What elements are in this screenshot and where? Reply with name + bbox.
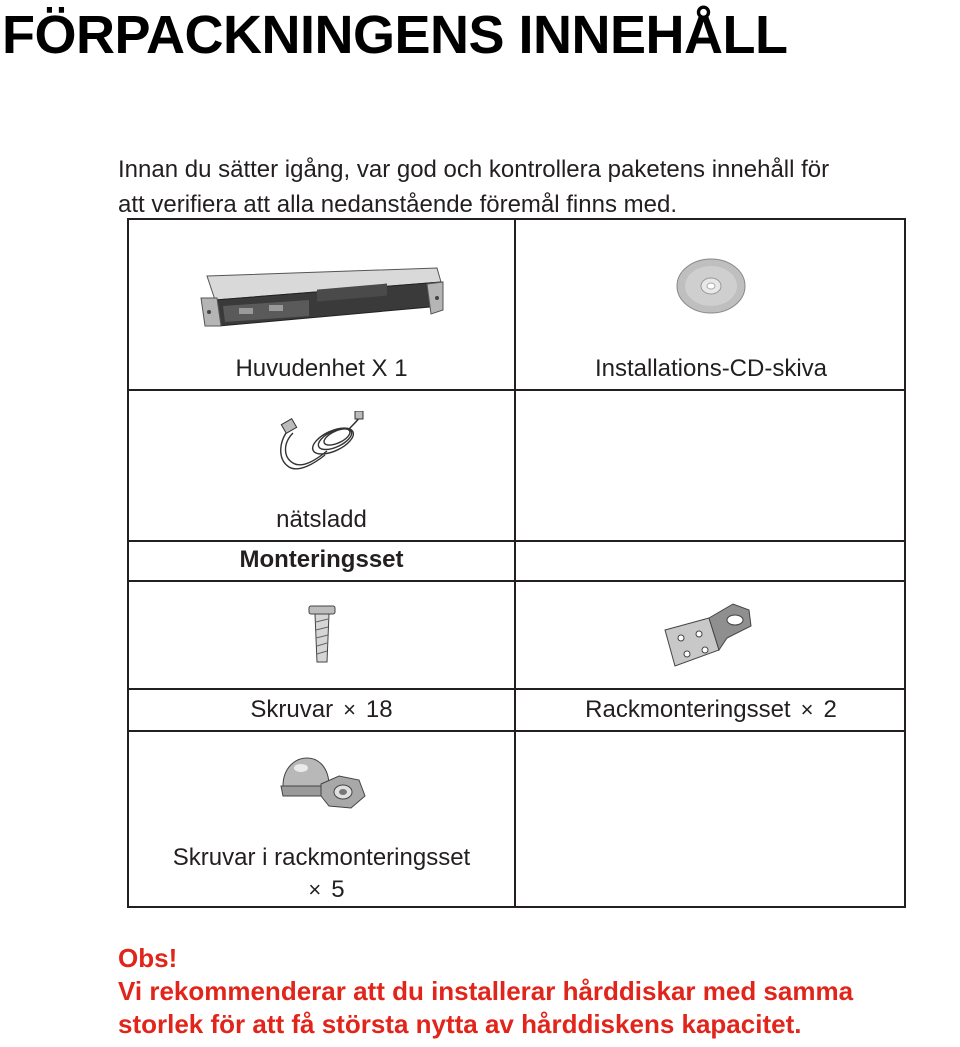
table-rule-5 — [127, 730, 906, 732]
cap-nuts-image — [277, 752, 367, 812]
table-rule-1 — [127, 389, 906, 391]
table-border-bottom — [127, 906, 906, 908]
table-rule-3 — [127, 580, 906, 582]
rack-kit-count: 2 — [823, 696, 837, 723]
note-heading: Obs! — [118, 943, 178, 973]
intro-line-1: Innan du sätter igång, var god och kontrollera paketens innehåll för — [118, 156, 830, 183]
rack-screws-count: 5 — [331, 876, 345, 903]
power-cord-image — [275, 411, 365, 473]
power-cord-label: nätsladd — [276, 506, 367, 533]
note-line-1: Vi rekommenderar att du installerar hårddiskar med samma — [118, 976, 854, 1006]
rack-screws-label: Skruvar i rackmonteringsset — [172, 844, 471, 871]
rack-kit-label — [516, 696, 906, 724]
install-cd-image — [676, 256, 746, 316]
warning-note — [118, 942, 853, 1041]
times-sign: × — [308, 877, 322, 902]
rack-kit-name: Rackmonteringsset — [585, 696, 791, 723]
table-rule-2 — [127, 540, 906, 542]
times-sign: × — [343, 697, 356, 722]
table-border-right — [904, 218, 906, 908]
table-rule-4 — [127, 688, 906, 690]
screws-label — [127, 696, 516, 724]
page-title: FÖRPACKNINGENS INNEHÅLL — [2, 5, 788, 65]
note-line-2: storlek för att få största nytta av hårddiskens kapacitet. — [118, 1009, 802, 1039]
intro-paragraph — [118, 152, 960, 222]
screws-count: 18 — [365, 696, 393, 723]
main-unit-label: Huvudenhet X 1 — [235, 355, 408, 382]
table-border-top — [127, 218, 906, 220]
intro-line-2: att verifiera att alla nedanstående föremål finns med. — [118, 191, 677, 218]
mounting-kit-heading: Monteringsset — [239, 546, 404, 573]
rack-screws-count-label — [127, 876, 516, 904]
main-unit-image — [199, 254, 445, 332]
install-cd-label: Installations-CD-skiva — [594, 355, 828, 382]
contents-table — [127, 218, 906, 908]
rack-bracket-image — [663, 600, 753, 670]
times-sign: × — [800, 697, 814, 722]
screws-name: Skruvar — [250, 696, 334, 723]
screw-image — [307, 604, 337, 668]
